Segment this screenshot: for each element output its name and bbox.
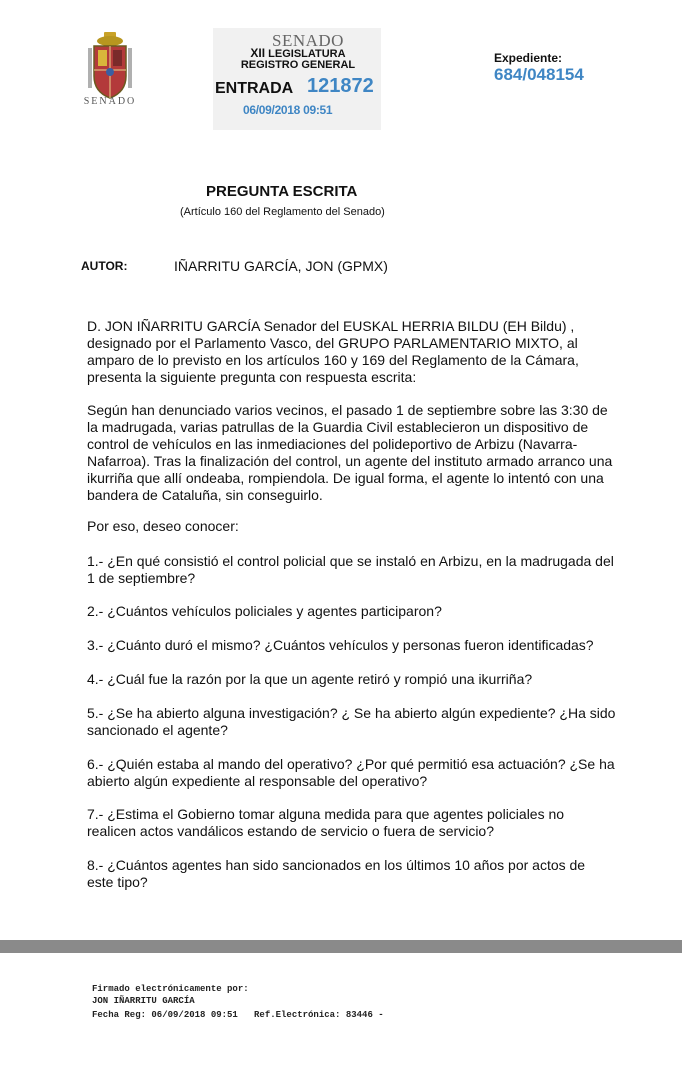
stamp-legislature-roman: XII: [250, 46, 266, 60]
stamp-legislature-word: LEGISLATURA: [268, 48, 346, 60]
question-6: 6.- ¿Quién estaba al mando del operativo? ¿Por qué permitió esa actuación? ¿Se ha abierto algún expediente al responsable del operativo?: [87, 756, 615, 789]
question-1: 1.- ¿En qué consistió el control policial que se instaló en Arbizu, en la madrugada del 1 de septiembre?: [87, 553, 614, 586]
stamp-entry-number: 121872: [307, 75, 374, 97]
question-4: 4.- ¿Cuál fue la razón por la que un agente retiró y rompió una ikurriña?: [87, 671, 533, 687]
stamp-entry-label: ENTRADA: [215, 80, 294, 97]
author-label: AUTOR:: [81, 259, 128, 273]
request-paragraph: Por eso, deseo conocer:: [87, 518, 239, 534]
document-subtitle: (Artículo 160 del Reglamento del Senado): [180, 206, 385, 218]
footer-divider-bar: [0, 940, 682, 953]
question-2: 2.- ¿Cuántos vehículos policiales y agentes participaron?: [87, 603, 442, 619]
question-8: 8.- ¿Cuántos agentes han sido sancionados en los últimos 10 años por actos de este tipo?: [87, 857, 586, 890]
registry-stamp: [213, 28, 381, 130]
question-5: 5.- ¿Se ha abierto alguna investigación? ¿ Se ha abierto algún expediente? ¿Ha sido sancionado el agente?: [87, 705, 616, 738]
crest-label: SENADO: [83, 96, 137, 107]
intro-paragraph: D. JON IÑARRITU GARCÍA Senador del EUSKAL HERRIA BILDU (EH Bildu) , designado por el Parlamento Vasco, del GRUPO PARLAMENTARIO MIXTO, al amparo de lo previsto en los artículos 160 y 169 del Reglamento de la Cámara, presenta la siguiente pregunta con respuesta escrita:: [87, 318, 579, 385]
author-value: IÑARRITU GARCÍA, JON (GPMX): [174, 258, 388, 274]
registration-reference: Fecha Reg: 06/09/2018 09:51 Ref.Electrónica: 83446 -: [92, 1010, 384, 1020]
facts-paragraph: Según han denunciado varios vecinos, el pasado 1 de septiembre sobre las 3:30 de la madrugada, varias patrullas de la Guardia Civil establecieron un dispositivo de control de vehículos en las inmediaciones del polideportivo de Arbizu (Navarra- Nafarroa). Tras la finalización del control, un agente del instituto armado arranco una ikurriña que allí ondeaba, rompiendola. De igual forma, el agente lo intentó con una bandera de Cataluña, sin conseguirlo.: [87, 402, 613, 503]
expediente-label: Expediente:: [494, 51, 563, 65]
signature-label: Firmado electrónicamente por:: [92, 984, 249, 994]
question-7: 7.- ¿Estima el Gobierno tomar alguna medida para que agentes policiales no realicen actos vandálicos estando de servicio o fuera de servicio?: [87, 806, 565, 839]
document-title: PREGUNTA ESCRITA: [206, 183, 358, 200]
stamp-institution: SENADO: [272, 31, 344, 50]
signature-name: JON IÑARRITU GARCÍA: [92, 996, 195, 1006]
stamp-entry-datetime: 06/09/2018 09:51: [243, 103, 333, 117]
expediente-number: 684/048154: [494, 65, 584, 84]
stamp-registry: REGISTRO GENERAL: [240, 59, 356, 71]
question-3: 3.- ¿Cuánto duró el mismo? ¿Cuántos vehículos y personas fueron identificadas?: [87, 637, 594, 653]
